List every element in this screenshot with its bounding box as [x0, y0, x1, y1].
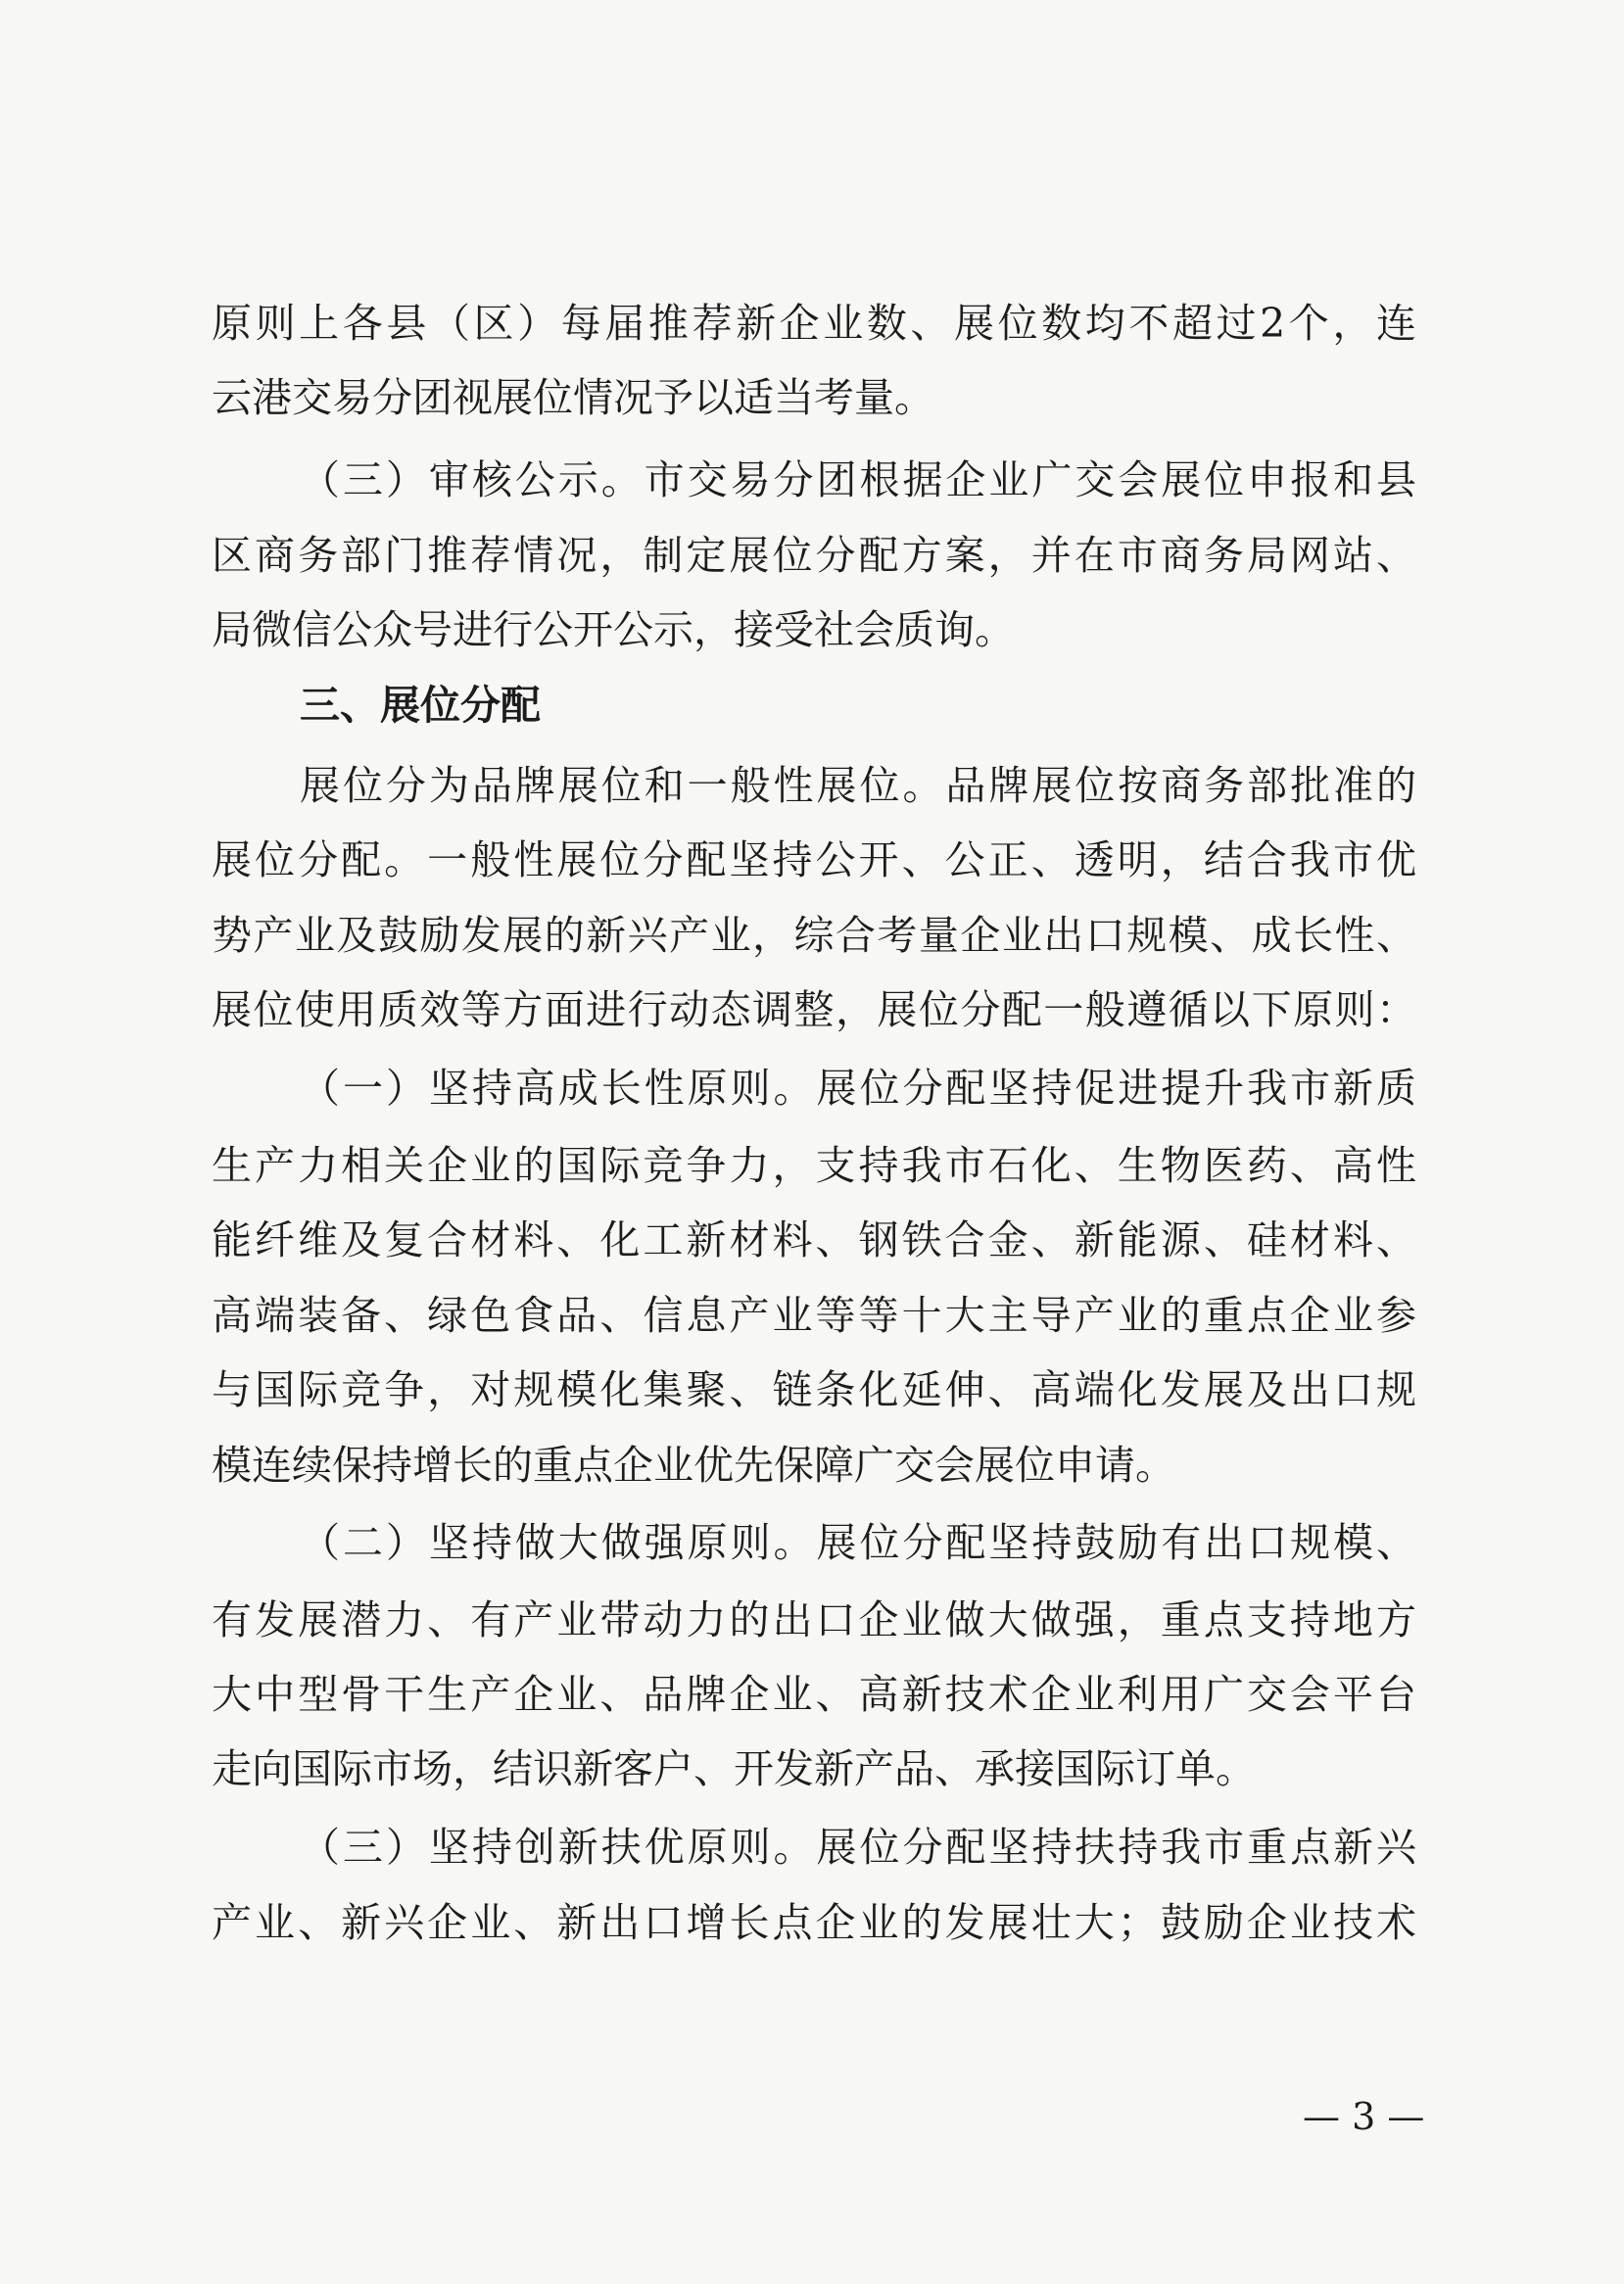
body-text-line: 与国际竞争，对规模化集聚、链条化延伸、高端化发展及出口规	[212, 1366, 1416, 1413]
body-text-line: 生产力相关企业的国际竞争力，支持我市石化、生物医药、高性	[212, 1142, 1416, 1189]
body-text-line: 势产业及鼓励发展的新兴产业，综合考量企业出口规模、成长性、	[212, 912, 1416, 959]
body-text-line: 模连续保持增长的重点企业优先保障广交会展位申请。	[212, 1442, 1175, 1489]
body-text-line: 展位分配。一般性展位分配坚持公开、公正、透明，结合我市优	[212, 836, 1416, 883]
page-number: — 3 —	[1303, 2095, 1425, 2138]
body-text-line: 展位使用质效等方面进行动态调整，展位分配一般遵循以下原则：	[212, 986, 1416, 1033]
body-text-line: （三）坚持创新扶优原则。展位分配坚持扶持我市重点新兴	[300, 1824, 1416, 1871]
body-text-line: 走向国际市场，结识新客户、开发新产品、承接国际订单。	[212, 1745, 1256, 1792]
body-text-line: 有发展潜力、有产业带动力的出口企业做大做强，重点支持地方	[212, 1596, 1416, 1643]
body-text-line: 能纤维及复合材料、化工新材料、钢铁合金、新能源、硅材料、	[212, 1216, 1416, 1263]
body-text-line: （一）坚持高成长性原则。展位分配坚持促进提升我市新质	[300, 1065, 1416, 1112]
body-text-line: 原则上各县（区）每届推荐新企业数、展位数均不超过2个，连	[212, 300, 1416, 347]
body-text-line: 高端装备、绿色食品、信息产业等等十大主导产业的重点企业参	[212, 1292, 1416, 1339]
section-heading: 三、展位分配	[300, 682, 541, 729]
body-text-line: （三）审核公示。市交易分团根据企业广交会展位申报和县	[300, 456, 1416, 503]
body-text-line: 展位分为品牌展位和一般性展位。品牌展位按商务部批准的	[300, 762, 1416, 809]
body-text-line: 云港交易分团视展位情况予以适当考量。	[212, 374, 934, 421]
body-text-line: 大中型骨干生产企业、品牌企业、高新技术企业利用广交会平台	[212, 1671, 1416, 1718]
body-text-line: 区商务部门推荐情况，制定展位分配方案，并在市商务局网站、	[212, 532, 1416, 579]
body-text-line: 产业、新兴企业、新出口增长点企业的发展壮大；鼓励企业技术	[212, 1899, 1416, 1946]
body-text-line: （二）坚持做大做强原则。展位分配坚持鼓励有出口规模、	[300, 1519, 1416, 1566]
body-text-line: 局微信公众号进行公开公示，接受社会质询。	[212, 606, 1015, 653]
